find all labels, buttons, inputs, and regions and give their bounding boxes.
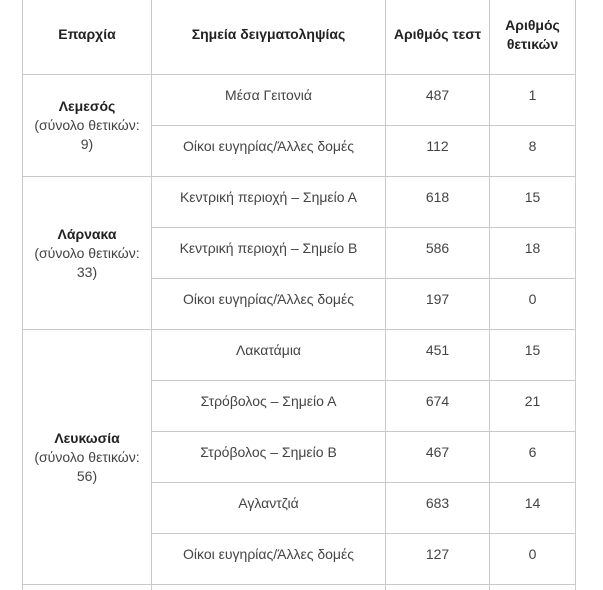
- positives-count: 21: [490, 381, 576, 432]
- region-cell-larnaca: [23, 177, 152, 330]
- empty-cell: [386, 585, 490, 590]
- sampling-results-table: [22, 0, 576, 590]
- empty-cell: [23, 585, 152, 590]
- sampling-point: Στρόβολος – Σημείο Β: [152, 432, 386, 483]
- positives-count: 14: [490, 483, 576, 534]
- positives-count: 15: [490, 330, 576, 381]
- table-body: [23, 75, 576, 590]
- empty-cell: [152, 585, 386, 590]
- tests-count: 487: [386, 75, 490, 126]
- table-row: [23, 330, 576, 381]
- sampling-point: Κεντρική περιοχή – Σημείο Α: [152, 177, 386, 228]
- region-name: Λεμεσός: [58, 98, 116, 114]
- sampling-point: Οίκοι ευγηρίας/Άλλες δομές: [152, 534, 386, 585]
- tests-count: 197: [386, 279, 490, 330]
- header-region: Επαρχία: [23, 0, 152, 75]
- table-row: [23, 75, 576, 126]
- header-row: [23, 0, 576, 75]
- header-positives: Αριθμός θετικών: [490, 0, 576, 75]
- tests-count: 683: [386, 483, 490, 534]
- header-tests: Αριθμός τεστ: [386, 0, 490, 75]
- sampling-point: Στρόβολος – Σημείο Α: [152, 381, 386, 432]
- positives-count: 0: [490, 534, 576, 585]
- sampling-point: Μέσα Γειτονιά: [152, 75, 386, 126]
- tests-count: 586: [386, 228, 490, 279]
- region-total: (σύνολο θετικών: 56): [34, 448, 140, 484]
- tests-count: 618: [386, 177, 490, 228]
- table-row-partial: [23, 585, 576, 590]
- sampling-point: Οίκοι ευγηρίας/Άλλες δομές: [152, 126, 386, 177]
- tests-count: 112: [386, 126, 490, 177]
- table-header: [23, 0, 576, 75]
- region-total: (σύνολο θετικών: 33): [34, 244, 140, 280]
- positives-count: 6: [490, 432, 576, 483]
- positives-count: 8: [490, 126, 576, 177]
- region-name: Λάρνακα: [57, 225, 117, 242]
- region-name: Λευκωσία: [54, 429, 120, 446]
- tests-count: 127: [386, 534, 490, 585]
- empty-cell: [490, 585, 576, 590]
- header-sampling-points: Σημεία δειγματοληψίας: [152, 0, 386, 75]
- positives-count: 18: [490, 228, 576, 279]
- tests-count: 451: [386, 330, 490, 381]
- sampling-point: Οίκοι ευγηρίας/Άλλες δομές: [152, 279, 386, 330]
- region-total: (σύνολο θετικών: 9): [34, 117, 140, 152]
- tests-count: 674: [386, 381, 490, 432]
- positives-count: 1: [490, 75, 576, 126]
- region-cell-nicosia: [23, 330, 152, 585]
- table-row: [23, 177, 576, 228]
- positives-count: 0: [490, 279, 576, 330]
- sampling-point: Λακατάμια: [152, 330, 386, 381]
- region-cell-limassol: [23, 75, 152, 177]
- tests-count: 467: [386, 432, 490, 483]
- sampling-point: Κεντρική περιοχή – Σημείο Β: [152, 228, 386, 279]
- positives-count: 15: [490, 177, 576, 228]
- sampling-point: Αγλαντζιά: [152, 483, 386, 534]
